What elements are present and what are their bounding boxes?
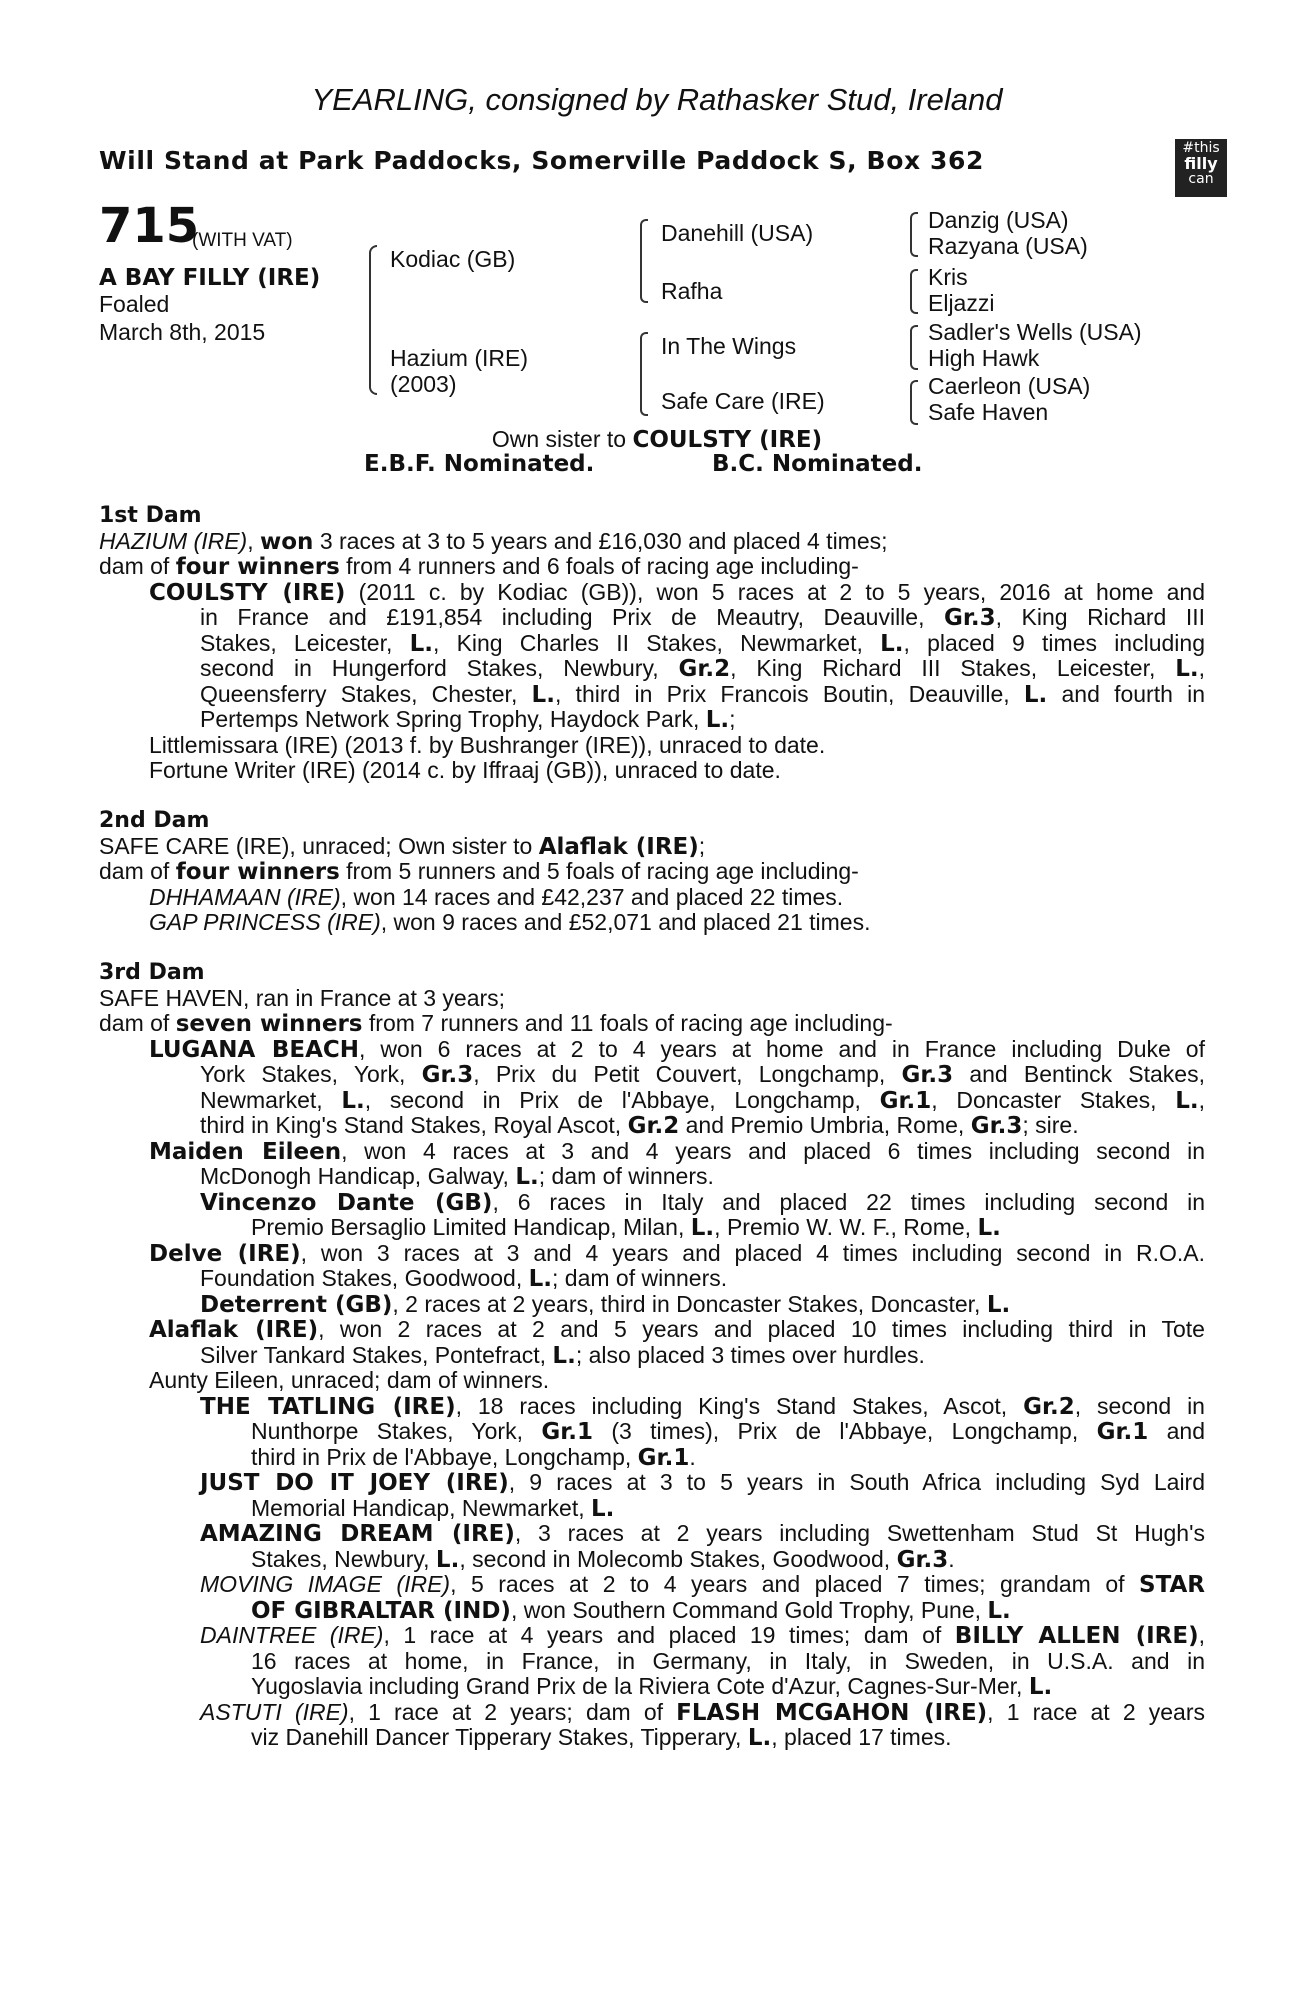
record-line xyxy=(251,1725,952,1751)
horse-or-grade-bold: L. xyxy=(986,1292,1011,1318)
record-text: from 4 runners and 6 foals of racing age including- xyxy=(339,553,859,579)
record-text: , 18 races including King's Stand Stakes, Ascot, xyxy=(455,1393,1024,1419)
record-line xyxy=(200,1292,1010,1318)
horse-or-grade-bold: Vincenzo Dante (GB) xyxy=(200,1190,493,1216)
record-text: , King Richard III xyxy=(995,604,1205,630)
record-line xyxy=(149,1368,549,1393)
horse-or-grade-bold: BILLY ALLEN (IRE) xyxy=(954,1623,1199,1649)
record-text: Memorial Handicap, Newmarket, xyxy=(251,1495,592,1521)
horse-or-grade-bold: L. xyxy=(1175,1088,1199,1114)
dam-sire: In The Wings xyxy=(661,333,797,359)
vat-note: (WITH VAT) xyxy=(192,230,293,251)
horse-or-grade-bold: L. xyxy=(880,631,904,657)
horse-or-grade-bold: L. xyxy=(552,1343,576,1369)
own-sister-note xyxy=(0,426,1314,453)
record-line xyxy=(149,885,843,910)
horse-or-grade-bold: Alaflak (IRE) xyxy=(149,1317,319,1343)
record-text: , placed 17 times. xyxy=(771,1724,952,1750)
record-line xyxy=(200,1572,1205,1598)
horse-or-grade-bold: L. xyxy=(705,707,730,733)
record-line xyxy=(200,1521,1205,1547)
record-text: in France and £191,854 including Prix de Meautry, Deauville, xyxy=(200,604,944,630)
record-text: , third in Prix Francois Boutin, Deauville, xyxy=(554,681,1024,707)
horse-name-italic: HAZIUM (IRE) xyxy=(99,528,248,554)
horse-or-grade-bold: Gr.3 xyxy=(896,1547,949,1573)
ggp-8: Safe Haven xyxy=(928,399,1049,425)
record-line xyxy=(149,910,870,935)
record-line xyxy=(251,1598,1011,1624)
record-text: ; dam of winners. xyxy=(538,1163,714,1189)
horse-or-grade-bold: JUST DO IT JOEY (IRE) xyxy=(200,1470,509,1496)
record-line xyxy=(200,631,1205,657)
dam-dam: Safe Care (IRE) xyxy=(661,388,825,414)
record-line xyxy=(200,682,1205,708)
record-text: , won 4 races at 3 and 4 years and placed 6 times including second in xyxy=(341,1138,1205,1164)
horse-or-grade-bold: L. xyxy=(690,1215,715,1241)
horse-or-grade-bold: Gr.1 xyxy=(879,1088,932,1114)
record-text: Fortune Writer (IRE) (2014 c. by Iffraaj (GB)), unraced to date. xyxy=(149,757,781,783)
horse-or-grade-bold: Gr.3 xyxy=(901,1062,954,1088)
sire-line-brace xyxy=(640,219,648,303)
horse-or-grade-bold: L. xyxy=(515,1164,539,1190)
record-text: SAFE CARE (IRE), unraced; Own sister to xyxy=(99,833,539,859)
record-text: Silver Tankard Stakes, Pontefract, xyxy=(200,1342,553,1368)
record-text: 16 races at home, in France, in Germany, in Italy, in Sweden, in U.S.A. and in xyxy=(251,1648,1205,1674)
third-dam-heading: 3rd Dam xyxy=(99,960,205,985)
dam-line-brace xyxy=(640,332,648,416)
record-text: Stakes, Newbury, xyxy=(251,1546,436,1572)
pedigree-brace xyxy=(369,245,377,395)
horse-name-italic: ASTUTI (IRE) xyxy=(200,1699,349,1725)
badge-line-1: #this xyxy=(1182,140,1220,156)
horse-or-grade-bold: seven winners xyxy=(175,1011,363,1037)
record-line xyxy=(251,1445,696,1471)
record-text: , 1 race at 2 years xyxy=(987,1699,1206,1725)
consignor-line: YEARLING, consigned by Rathasker Stud, Ireland xyxy=(311,82,1003,117)
record-text: ; dam of winners. xyxy=(552,1265,728,1291)
record-text: , xyxy=(1198,1087,1205,1113)
ggp-brace-2 xyxy=(910,269,918,314)
record-text: , King Richard III Stakes, Leicester, xyxy=(730,655,1176,681)
first-dam-heading: 1st Dam xyxy=(99,503,202,528)
record-text: third in Prix de l'Abbaye, Longchamp, xyxy=(251,1444,638,1470)
record-text: , second in Molecomb Stakes, Goodwood, xyxy=(459,1546,897,1572)
record-line xyxy=(99,986,505,1011)
record-line xyxy=(99,834,705,860)
record-text: Yugoslavia including Grand Prix de la Riviera Cote d'Azur, Cagnes-Sur-Mer, xyxy=(251,1673,1029,1699)
record-line xyxy=(149,580,1205,606)
record-line xyxy=(200,1062,1205,1088)
record-text: , placed 9 times including xyxy=(903,630,1205,656)
horse-or-grade-bold: L. xyxy=(591,1496,615,1522)
dam-year: (2003) xyxy=(390,371,457,397)
horse-or-grade-bold: Gr.2 xyxy=(627,1113,680,1139)
record-text: , won 6 races at 2 to 4 years at home and in France including Duke of xyxy=(359,1036,1205,1062)
record-text: ; xyxy=(729,706,736,732)
record-line xyxy=(200,656,1205,682)
record-text: third in King's Stand Stakes, Royal Ascot, xyxy=(200,1112,628,1138)
horse-or-grade-bold: FLASH MCGAHON (IRE) xyxy=(676,1700,988,1726)
record-text: Littlemissara (IRE) (2013 f. by Bushranger (IRE)), unraced to date. xyxy=(149,732,826,758)
record-text: , won 14 races and £42,237 and placed 22 times. xyxy=(340,884,844,910)
horse-or-grade-bold: L. xyxy=(977,1215,1001,1241)
record-line xyxy=(200,1164,714,1190)
ebf-nominated: E.B.F. Nominated. xyxy=(364,451,595,477)
record-text: viz Danehill Dancer Tipperary Stakes, Tipperary, xyxy=(251,1724,748,1750)
record-line xyxy=(149,1139,1205,1165)
horse-or-grade-bold: Deterrent (GB) xyxy=(200,1292,393,1318)
record-text: , 5 races at 2 to 4 years and placed 7 times; grandam of xyxy=(450,1571,1140,1597)
horse-or-grade-bold: Gr.2 xyxy=(678,656,731,682)
horse-or-grade-bold: Gr.3 xyxy=(943,605,996,631)
record-text: Newmarket, xyxy=(200,1087,342,1113)
record-line xyxy=(200,707,736,733)
horse-or-grade-bold: Gr.2 xyxy=(1023,1394,1075,1420)
record-line xyxy=(200,1343,925,1369)
ggp-1: Danzig (USA) xyxy=(928,207,1069,233)
horse-or-grade-bold: L. xyxy=(1023,682,1048,708)
horse-or-grade-bold: L. xyxy=(1028,1674,1053,1700)
horse-or-grade-bold: L. xyxy=(341,1088,365,1114)
record-line xyxy=(99,1011,893,1037)
record-text: Stakes, Leicester, xyxy=(200,630,410,656)
record-line xyxy=(149,1317,1205,1343)
record-text: and fourth in xyxy=(1047,681,1206,707)
horse-or-grade-bold: Gr.1 xyxy=(1096,1419,1149,1445)
record-text: Pertemps Network Spring Trophy, Haydock Park, xyxy=(200,706,706,732)
horse-or-grade-bold: Maiden Eileen xyxy=(149,1139,342,1165)
ggp-3: Kris xyxy=(928,264,968,290)
record-text: dam of xyxy=(99,553,176,579)
horse-or-grade-bold: L. xyxy=(747,1725,772,1751)
record-text: Queensferry Stakes, Chester, xyxy=(200,681,532,707)
record-line xyxy=(251,1547,955,1573)
record-line xyxy=(200,1700,1205,1726)
sire-sire: Danehill (USA) xyxy=(661,220,814,246)
record-line xyxy=(149,733,825,758)
record-line xyxy=(200,1266,727,1292)
record-text: Foundation Stakes, Goodwood, xyxy=(200,1265,529,1291)
record-text: (2011 c. by Kodiac (GB)), won 5 races at 2 to 5 years, 2016 at home and xyxy=(345,579,1206,605)
record-line xyxy=(251,1674,1052,1700)
record-line xyxy=(200,1190,1205,1216)
record-text: ; also placed 3 times over hurdles. xyxy=(575,1342,925,1368)
ggp-2: Razyana (USA) xyxy=(928,233,1088,259)
record-text: (3 times), Prix de l'Abbaye, Longchamp, xyxy=(593,1418,1097,1444)
horse-or-grade-bold: COULSTY (IRE) xyxy=(149,580,346,606)
ggp-4: Eljazzi xyxy=(928,290,995,316)
record-text: , Prix du Petit Couvert, Longchamp, xyxy=(473,1061,902,1087)
record-line xyxy=(99,859,859,885)
own-sister-prefix: Own sister to xyxy=(491,426,633,452)
record-text: second in Hungerford Stakes, Newbury, xyxy=(200,655,679,681)
foaled-date: March 8th, 2015 xyxy=(99,319,266,345)
horse-or-grade-bold: Gr.1 xyxy=(541,1419,594,1445)
record-text: , 2 races at 2 years, third in Doncaster Stakes, Doncaster, xyxy=(392,1291,987,1317)
record-line xyxy=(200,1113,1079,1139)
horse-or-grade-bold: L. xyxy=(1175,656,1199,682)
record-text: , won Southern Command Gold Trophy, Pune, xyxy=(510,1597,988,1623)
record-text: Premio Bersaglio Limited Handicap, Milan, xyxy=(251,1214,691,1240)
horse-name-italic: GAP PRINCESS (IRE) xyxy=(149,909,381,935)
horse-or-grade-bold: L. xyxy=(531,682,555,708)
horse-name: A BAY FILLY (IRE) xyxy=(99,265,321,291)
second-dam-heading: 2nd Dam xyxy=(99,808,210,833)
horse-or-grade-bold: four winners xyxy=(175,859,340,885)
horse-or-grade-bold: THE TATLING (IRE) xyxy=(200,1394,456,1420)
record-text: McDonogh Handicap, Galway, xyxy=(200,1163,516,1189)
horse-name-italic: DHHAMAAN (IRE) xyxy=(149,884,341,910)
record-line xyxy=(99,554,859,580)
record-text: dam of xyxy=(99,858,176,884)
lot-number: 715 xyxy=(99,198,200,254)
horse-or-grade-bold: LUGANA BEACH xyxy=(149,1037,360,1063)
record-text: dam of xyxy=(99,1010,176,1036)
horse-or-grade-bold: L. xyxy=(435,1547,460,1573)
record-text: , 1 race at 2 years; dam of xyxy=(348,1699,677,1725)
record-text: . xyxy=(948,1546,955,1572)
bc-nominated: B.C. Nominated. xyxy=(712,451,923,477)
horse-or-grade-bold: OF GIBRALTAR (IND) xyxy=(251,1598,511,1624)
record-text: , 9 races at 3 to 5 years in South Africa including Syd Laird xyxy=(508,1469,1206,1495)
record-line xyxy=(99,529,888,555)
stand-location: Will Stand at Park Paddocks, Somerville Paddock S, Box 362 xyxy=(99,146,984,175)
record-line xyxy=(251,1419,1205,1445)
record-text: , 1 race at 4 years and placed 19 times; dam of xyxy=(383,1622,955,1648)
ggp-brace-3 xyxy=(910,325,918,370)
record-text: and Premio Umbria, Rome, xyxy=(679,1112,971,1138)
record-text: 3 races at 3 to 5 years and £16,030 and placed 4 times; xyxy=(313,528,888,554)
record-text: , Premio W. W. F., Rome, xyxy=(714,1214,978,1240)
dam: Hazium (IRE) xyxy=(390,345,529,371)
record-line xyxy=(200,1623,1205,1649)
own-sister-name: COULSTY (IRE) xyxy=(632,427,823,453)
record-line xyxy=(149,1241,1205,1267)
record-text: and xyxy=(1148,1418,1206,1444)
horse-or-grade-bold: Delve (IRE) xyxy=(149,1241,301,1267)
record-line xyxy=(149,758,781,783)
record-text: , won 9 races and £52,071 and placed 21 times. xyxy=(380,909,871,935)
badge-line-3: can xyxy=(1188,171,1214,188)
badge-line-2: filly xyxy=(1184,153,1218,173)
record-line xyxy=(251,1649,1205,1674)
horse-or-grade-bold: AMAZING DREAM (IRE) xyxy=(200,1521,515,1547)
record-text: Nunthorpe Stakes, York, xyxy=(251,1418,542,1444)
horse-name-italic: DAINTREE (IRE) xyxy=(200,1622,384,1648)
ggp-5: Sadler's Wells (USA) xyxy=(928,319,1142,345)
record-text: . xyxy=(689,1444,696,1470)
horse-or-grade-bold: four winners xyxy=(175,554,340,580)
record-text: from 7 runners and 11 foals of racing age including- xyxy=(362,1010,893,1036)
ggp-brace-1 xyxy=(910,212,918,257)
horse-or-grade-bold: L. xyxy=(409,631,433,657)
record-text: , 6 races in Italy and placed 22 times including second in xyxy=(492,1189,1205,1215)
ggp-6: High Hawk xyxy=(928,345,1040,371)
record-text: , second in Prix de l'Abbaye, Longchamp, xyxy=(364,1087,880,1113)
horse-or-grade-bold: STAR xyxy=(1139,1572,1205,1598)
record-line xyxy=(251,1215,1001,1241)
record-text: , won 2 races at 2 and 5 years and placed 10 times including third in Tote xyxy=(318,1316,1205,1342)
horse-name-italic: MOVING IMAGE (IRE) xyxy=(200,1571,451,1597)
record-line xyxy=(251,1496,614,1522)
record-text: ; xyxy=(698,833,706,859)
record-text: , xyxy=(247,528,260,554)
horse-or-grade-bold: L. xyxy=(987,1598,1011,1624)
record-text: , xyxy=(1198,655,1206,681)
record-text: , Doncaster Stakes, xyxy=(931,1087,1176,1113)
record-text: SAFE HAVEN, ran in France at 3 years; xyxy=(99,985,506,1011)
record-text: , second in xyxy=(1074,1393,1205,1419)
record-line xyxy=(200,1394,1205,1420)
record-text: from 5 runners and 5 foals of racing age including- xyxy=(339,858,859,884)
record-text: and Bentinck Stakes, xyxy=(953,1061,1205,1087)
ggp-brace-4 xyxy=(910,380,918,425)
horse-or-grade-bold: L. xyxy=(528,1266,553,1292)
record-text: , won 3 races at 3 and 4 years and placed 4 times including second in R.O.A. xyxy=(300,1240,1205,1266)
foaled-label: Foaled xyxy=(99,291,170,317)
horse-or-grade-bold: Gr.3 xyxy=(970,1113,1023,1139)
horse-or-grade-bold: Gr.1 xyxy=(637,1445,690,1471)
record-text: ; sire. xyxy=(1022,1112,1079,1138)
record-text: York Stakes, York, xyxy=(200,1061,422,1087)
record-text: , 3 races at 2 years including Swettenham Stud St Hugh's xyxy=(514,1520,1205,1546)
record-line xyxy=(200,1088,1205,1114)
record-line xyxy=(200,605,1205,631)
horse-or-grade-bold: Gr.3 xyxy=(421,1062,474,1088)
record-text: , King Charles II Stakes, Newmarket, xyxy=(432,630,881,656)
horse-or-grade-bold: Alaflak (IRE) xyxy=(538,834,699,860)
record-line xyxy=(200,1470,1205,1496)
record-line xyxy=(149,1037,1205,1063)
sire-dam: Rafha xyxy=(661,278,723,304)
record-text: , xyxy=(1198,1622,1205,1648)
record-text: Aunty Eileen, unraced; dam of winners. xyxy=(149,1367,550,1393)
horse-or-grade-bold: won xyxy=(260,529,314,555)
this-filly-can-logo xyxy=(1175,139,1227,197)
ggp-7: Caerleon (USA) xyxy=(928,373,1091,399)
sire: Kodiac (GB) xyxy=(390,246,516,272)
